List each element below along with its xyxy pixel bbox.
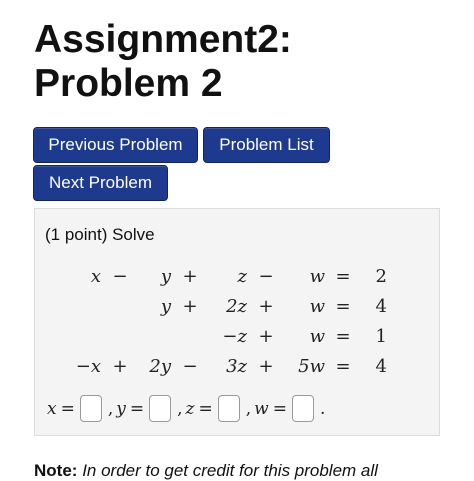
equation-operator: − [112,265,128,287]
comma: , [177,398,183,419]
equation-operator: + [258,325,274,347]
equation-constant: 2 [375,265,387,287]
y-label: y [116,398,126,419]
page-title [34,18,292,106]
z-answer-input[interactable] [218,395,240,422]
equation-operator: = [335,265,351,287]
x-answer-input[interactable] [80,395,102,422]
equation-operator [101,291,139,321]
comma: , [107,398,114,419]
note-text [34,461,378,481]
equation-operator: + [182,265,198,287]
equals-sign: = [129,398,145,419]
equation-term: 2z [226,295,247,317]
equation-constant: 4 [375,295,387,317]
equation-operator: − [258,265,274,287]
next-problem-button[interactable]: Next Problem [33,165,168,201]
equation-operator [171,321,209,351]
equation-operator: = [335,355,351,377]
page-title-line1: Assignment2: [34,18,292,61]
equals-sign: = [60,398,75,419]
equation-term: z [237,265,247,287]
equals-sign: = [272,398,287,419]
equation-term: y [160,265,171,287]
equation-operator: + [258,295,274,317]
w-answer-input[interactable] [292,395,314,422]
equation-system [67,261,387,381]
y-answer-input[interactable] [149,395,171,422]
problem-prompt: (1 point) Solve [45,225,155,244]
problem-list-button[interactable]: Problem List [203,127,330,163]
equation-row [67,291,387,321]
equation-constant: 4 [375,355,387,377]
problem-box [34,208,440,436]
equation-term: 3z [226,355,247,377]
equation-operator: = [335,325,351,347]
answer-line [47,395,328,422]
equation-term: 2y [149,355,171,377]
note-body: In order to get credit for this problem all [82,461,378,480]
equation-operator: + [258,355,274,377]
equation-row [67,351,387,381]
equation-term: −z [222,325,247,347]
equation-operator: + [112,355,128,377]
equation-operator: = [335,295,351,317]
equation-operator: + [182,295,198,317]
z-label: z [185,398,195,419]
equation-term: w [309,325,325,347]
x-label: x [47,398,57,419]
equation-term: y [160,295,171,317]
equation-term: w [309,295,325,317]
equation-operator [101,321,139,351]
equation-term: w [309,265,325,287]
note-label: Note: [34,461,78,480]
equation-operator: − [182,355,198,377]
comma: , [245,398,252,419]
equation-term: −x [75,355,101,377]
equation-term [67,291,101,321]
equation-row [67,261,387,291]
equation-term: 5w [298,355,325,377]
equation-term: x [90,265,101,287]
equation-term [139,321,171,351]
equation-constant: 1 [375,325,387,347]
equation-term [67,321,101,351]
page-title-line2: Problem 2 [34,62,223,105]
period: . [319,398,326,419]
previous-problem-button[interactable]: Previous Problem [33,127,198,163]
w-label: w [254,398,269,419]
equals-sign: = [198,398,213,419]
equation-row [67,321,387,351]
